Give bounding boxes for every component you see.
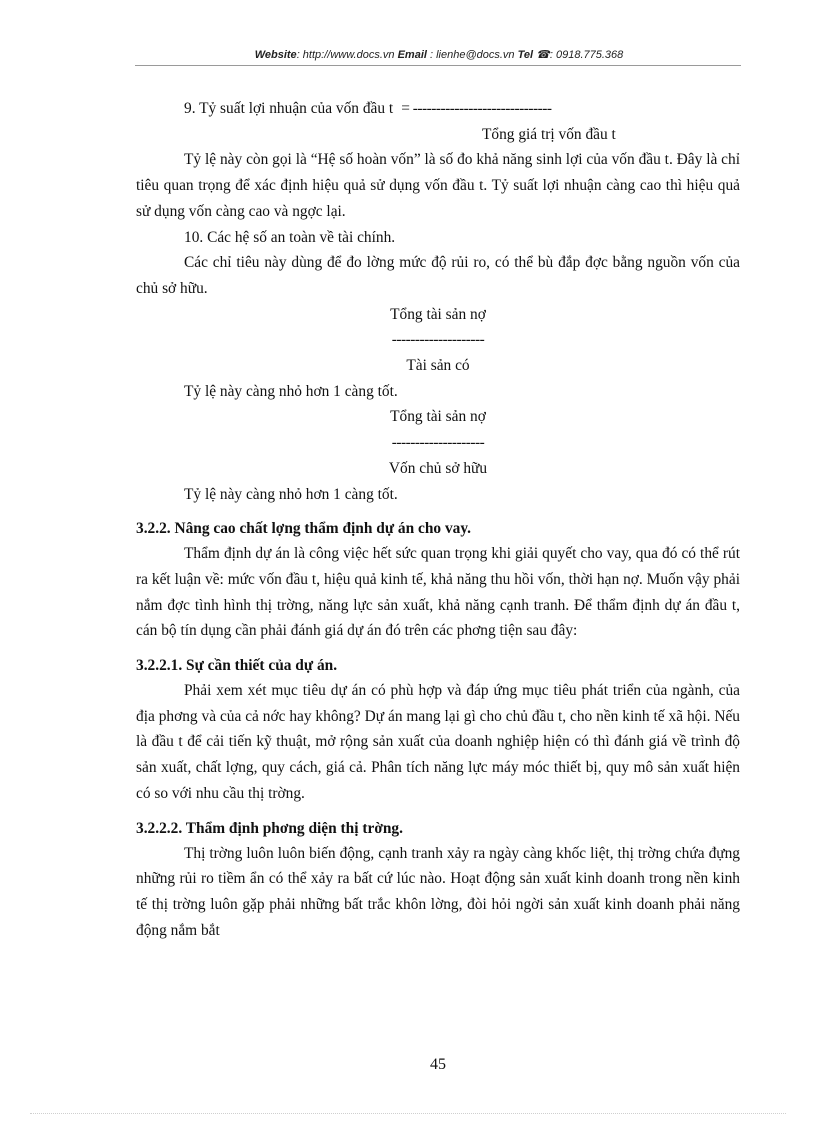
section-heading-3-2-2: 3.2.2. Nâng cao chất lợng thẩm định dự án cho vay. <box>136 520 472 538</box>
tel-label: Tel <box>517 49 534 61</box>
website-value[interactable]: : http://www.docs.vn <box>296 49 395 61</box>
formula2-line: -------------------- <box>391 434 485 452</box>
formula2-numerator: Tổng tài sản nợ <box>390 408 486 426</box>
formula1-denominator: Tài sản có <box>406 357 470 375</box>
paragraph-market: Thị trờng luôn luôn biến động, cạnh tranh xảy ra ngày càng khốc liệt, thị trờng chứa đựng những rủi ro tiềm ẩn có thể xảy ra bất cứ lúc nào. Hoạt động sản xuất kinh doanh trong nền kinh tế thị trờng luôn gặp phải những bất trắc khôn lờng, đòi hỏi ngời sản xuất kinh doanh phải năng động nắm bắt <box>136 844 740 939</box>
paragraph-necessity: Phải xem xét mục tiêu dự án có phù hợp và đáp ứng mục tiêu phát triển của ngành, của địa phơng và của cả nớc hay không? Dự án mang lại gì cho chủ đầu t, cho nền kinh tế xã hội. Nếu là đầu t để cải tiến kỹ thuật, mở rộng sản xuất của doanh nghiệp hiện có thì đánh giá về trình độ sản xuất, chất lợng, quy cách, giá cả. Phân tích năng lực máy móc thiết bị, quy mô sản xuất hiện có so với nhu cầu thị trờng. <box>136 682 740 802</box>
formula2-denominator: Vốn chủ sở hữu <box>388 459 488 477</box>
formula1-line: -------------------- <box>391 331 485 349</box>
phone-icon: ☎ <box>536 49 550 61</box>
paragraph-safety: Các chỉ tiêu này dùng để đo lờng mức độ rủi ro, có thể bù đắp đợc bằng nguồn vốn của chủ sở hữu. <box>136 254 740 297</box>
email-label: Email <box>397 49 427 61</box>
item9-formula <box>136 96 740 122</box>
item9-denominator: Tổng giá trị vốn đầu t <box>482 125 616 143</box>
formula1-note: Tỷ lệ này càng nhỏ hơn 1 càng tốt. <box>184 382 398 400</box>
formula1-numerator: Tổng tài sản nợ <box>390 305 486 323</box>
website-label: Website <box>254 49 297 61</box>
item9-label: 9. Tỷ suất lợi nhuận của vốn đầu t <box>184 100 394 117</box>
item9-fraction-line: = ------------------------------ <box>401 100 552 117</box>
item9-denominator-row <box>136 122 740 148</box>
section-heading-3-2-2-1: 3.2.2.1. Sự cần thiết của dự án. <box>136 657 338 675</box>
page-header <box>135 48 743 61</box>
document-body <box>136 96 740 943</box>
footer-divider <box>30 1113 786 1114</box>
paragraph-appraisal: Thẩm định dự án là công việc hết sức quan trọng khi giải quyết cho vay, qua đó có thể rút ra kết luận về: mức vốn đầu t, hiệu quả kinh tế, khả năng thu hồi vốn, thời hạn nợ. Muốn vậy phải nắm đợc tình hình thị trờng, năng lực sản xuất, khả năng cạnh tranh. Để thẩm định dự án đầu t, cán bộ tín dụng cần phải đánh giá dự án đó trên các phơng tiện sau đây: <box>136 545 740 640</box>
tel-value: : 0918.775.368 <box>549 49 624 61</box>
page-number: 45 <box>430 1056 446 1073</box>
item10-heading: 10. Các hệ số an toàn về tài chính. <box>184 228 396 246</box>
email-value[interactable]: : lienhe@docs.vn <box>430 49 515 61</box>
header-divider <box>135 65 741 66</box>
paragraph-roi: Tỷ lệ này còn gọi là “Hệ số hoàn vốn” là số đo khả năng sinh lợi của vốn đầu t. Đây là chỉ tiêu quan trọng để xác định hiệu quả sử dụng vốn đầu t. Tỷ suất lợi nhuận càng cao thì hiệu quả sử dụng vốn càng cao và ngợc lại. <box>136 151 740 220</box>
formula2-note: Tỷ lệ này càng nhỏ hơn 1 càng tốt. <box>184 485 398 503</box>
section-heading-3-2-2-2: 3.2.2.2. Thẩm định phơng diện thị trờng. <box>136 819 403 837</box>
